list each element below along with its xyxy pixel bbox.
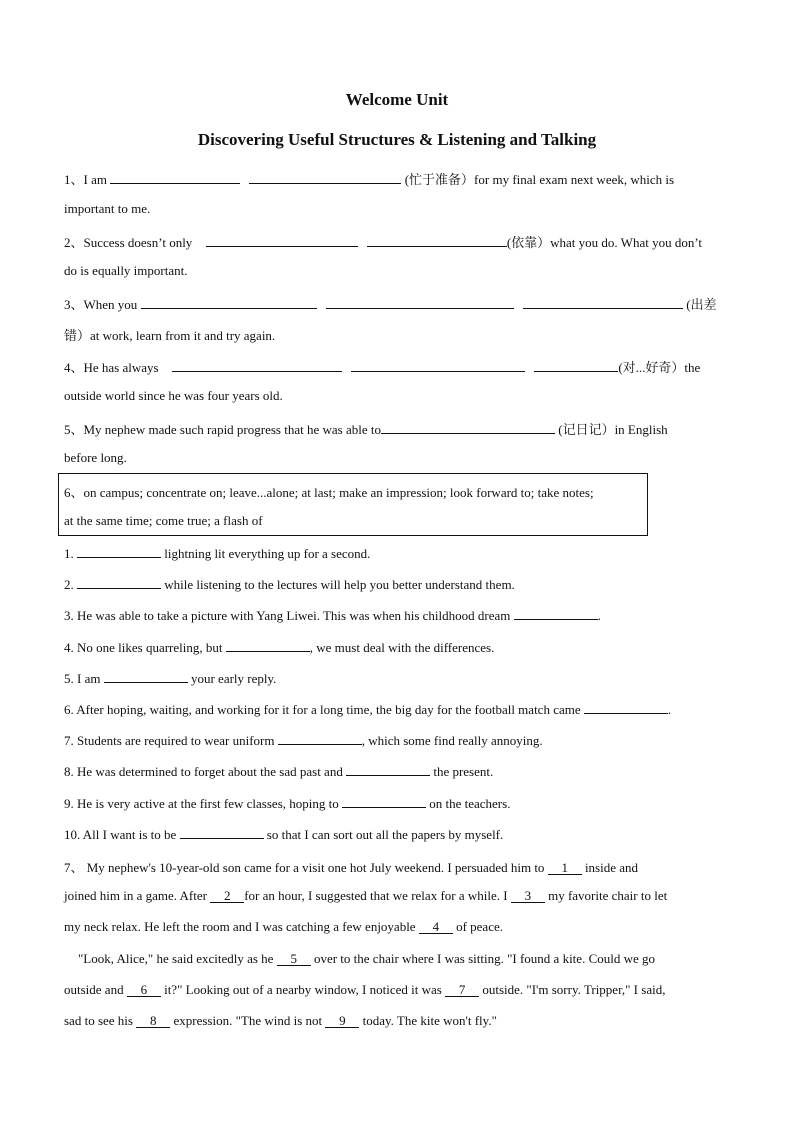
exercise-item-1: 1. lightning lit everything up for a second. <box>64 546 371 561</box>
answer-blank[interactable] <box>77 545 161 558</box>
question-2: 2、Success doesn’t only (依靠）what you do. What you don’t <box>64 235 703 250</box>
answer-blank[interactable] <box>367 234 507 247</box>
answer-blank[interactable] <box>534 359 618 372</box>
question-1: 1、I am (忙于准备）for my final exam next week, which is <box>64 172 675 187</box>
exercise-item-5: 5. I am your early reply. <box>64 671 277 686</box>
answer-blank[interactable] <box>342 795 426 808</box>
cloze-line-2: joined him in a game. After 2 for an hour, I suggested that we relax for a while. I 3 my favorite chair to let <box>64 888 668 903</box>
answer-blank[interactable] <box>351 359 525 372</box>
exercise-item-4: 4. No one likes quarreling, but , we must deal with the differences. <box>64 640 495 655</box>
cloze-line-6: sad to see his 8 expression. "The wind is not 9 today. The kite won't fly." <box>64 1013 497 1028</box>
question-5-cont: before long. <box>64 450 127 465</box>
exercise-item-3: 3. He was able to take a picture with Yang Liwei. This was when his childhood dream . <box>64 608 601 623</box>
exercise-item-8: 8. He was determined to forget about the sad past and the present. <box>64 764 494 779</box>
answer-blank[interactable] <box>226 639 310 652</box>
cloze-blank[interactable]: 4 <box>419 920 453 934</box>
cloze-blank[interactable]: 5 <box>277 952 311 966</box>
cloze-line-3: my neck relax. He left the room and I was catching a few enjoyable 4 of peace. <box>64 919 503 934</box>
cloze-blank[interactable]: 1 <box>548 861 582 875</box>
answer-blank[interactable] <box>110 171 240 184</box>
answer-blank[interactable] <box>172 359 342 372</box>
word-bank-line-2: at the same time; come true; a flash of <box>64 513 263 528</box>
exercise-item-9: 9. He is very active at the first few classes, hoping to on the teachers. <box>64 796 511 811</box>
answer-blank[interactable] <box>514 607 598 620</box>
answer-blank[interactable] <box>584 701 668 714</box>
answer-blank[interactable] <box>278 732 362 745</box>
cloze-blank[interactable]: 6 <box>127 983 161 997</box>
exercise-item-10: 10. All I want is to be so that I can sort out all the papers by myself. <box>64 827 504 842</box>
answer-blank[interactable] <box>523 296 683 309</box>
cloze-line-4: "Look, Alice," he said excitedly as he 5 over to the chair where I was sitting. "I found a kite. Could we go <box>78 951 656 966</box>
answer-blank[interactable] <box>77 576 161 589</box>
answer-blank[interactable] <box>249 171 401 184</box>
answer-blank[interactable] <box>104 670 188 683</box>
answer-blank[interactable] <box>326 296 514 309</box>
cloze-blank[interactable]: 9 <box>325 1014 359 1028</box>
cloze-blank[interactable]: 7 <box>445 983 479 997</box>
question-5: 5、My nephew made such rapid progress that he was able to (记日记）in English <box>64 422 668 437</box>
question-3: 3、When you (出差 <box>64 297 717 312</box>
exercise-item-6: 6. After hoping, waiting, and working for it for a long time, the big day for the football match came . <box>64 702 672 717</box>
question-3-cont: 错）at work, learn from it and try again. <box>64 328 276 343</box>
question-4: 4、He has always (对...好奇）the <box>64 360 701 375</box>
word-bank-line-1: 6、on campus; concentrate on; leave...alone; at last; make an impression; look forward to; take notes; <box>64 485 594 500</box>
answer-blank[interactable] <box>141 296 317 309</box>
question-1-cont: important to me. <box>64 201 151 216</box>
answer-blank[interactable] <box>180 826 264 839</box>
cloze-blank[interactable]: 2 <box>210 889 244 903</box>
exercise-item-2: 2. while listening to the lectures will help you better understand them. <box>64 577 515 592</box>
question-2-cont: do is equally important. <box>64 263 188 278</box>
cloze-blank[interactable]: 3 <box>511 889 545 903</box>
answer-blank[interactable] <box>346 763 430 776</box>
answer-blank[interactable] <box>206 234 358 247</box>
page-title: Welcome Unit <box>345 90 449 109</box>
page-subtitle: Discovering Useful Structures & Listening and Talking <box>197 130 597 149</box>
exercise-item-7: 7. Students are required to wear uniform , which some find really annoying. <box>64 733 543 748</box>
answer-blank[interactable] <box>381 421 555 434</box>
cloze-blank[interactable]: 8 <box>136 1014 170 1028</box>
question-4-cont: outside world since he was four years old. <box>64 388 283 403</box>
cloze-line-5: outside and 6 it?" Looking out of a nearby window, I noticed it was 7 outside. "I'm sorry. Tripper," I said, <box>64 982 666 997</box>
cloze-line-1: 7、 My nephew's 10-year-old son came for a visit one hot July weekend. I persuaded him to 1 inside and <box>64 860 639 875</box>
